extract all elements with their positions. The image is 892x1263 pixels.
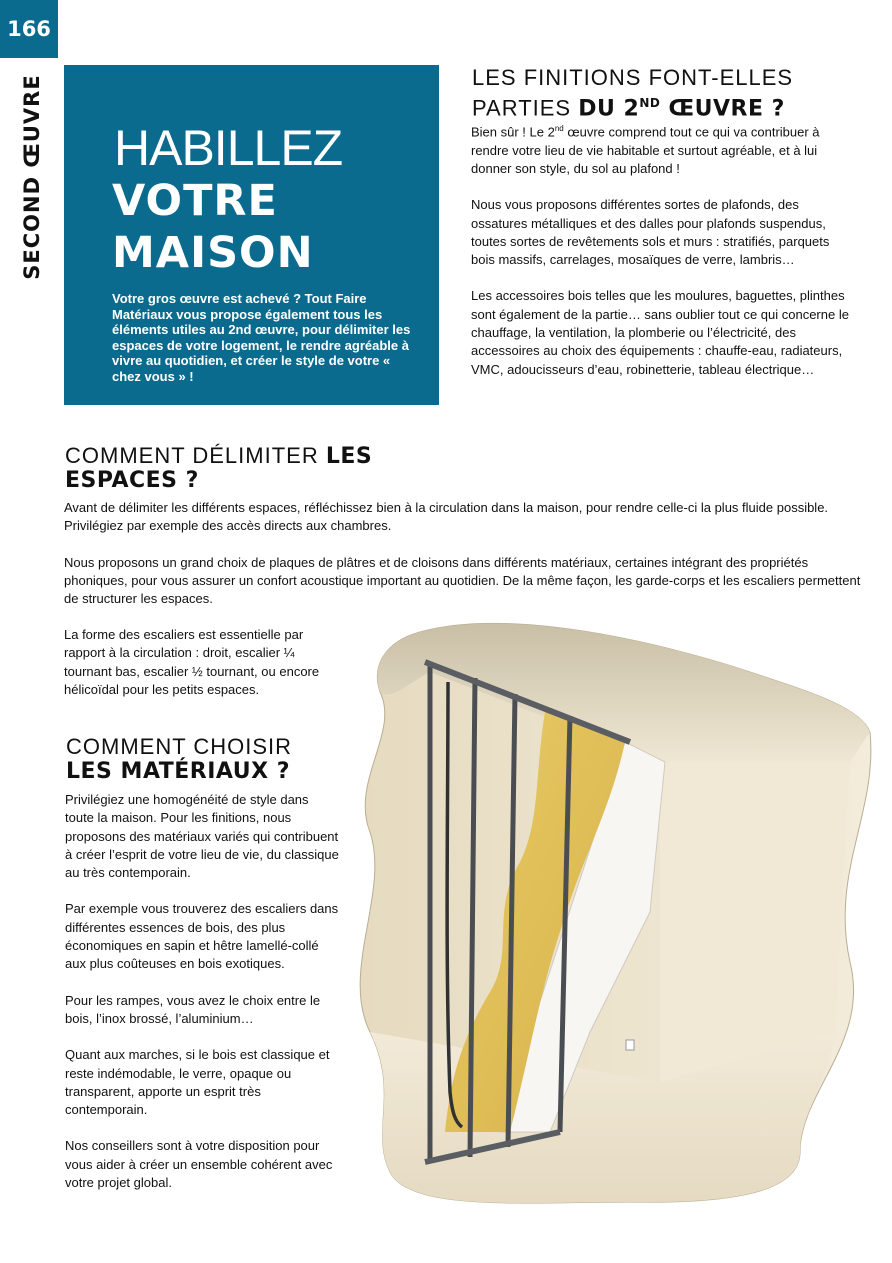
- finitions-heading: [472, 66, 872, 121]
- finitions-heading-line-2: PARTIES: [472, 95, 579, 121]
- back-wall: [660, 762, 850, 1082]
- finitions-heading-line-1: LES FINITIONS FONT-ELLES: [472, 65, 794, 90]
- finitions-paragraph-1: [471, 120, 851, 178]
- electric-outlet: [626, 1040, 634, 1050]
- section-side-label: [14, 72, 50, 282]
- materiaux-paragraph-2: Par exemple vous trouverez des escaliers dans différentes essences de bois, des plus économiques en sapin et hêtre lamellé-collé aux plus coûteuses en bois exotiques.: [65, 901, 339, 972]
- hero-box: [64, 65, 439, 405]
- page-number: 166: [0, 0, 58, 58]
- materiaux-paragraph-3: Pour les rampes, vous avez le choix entre le bois, l’inox brossé, l’aluminium…: [65, 992, 321, 1026]
- hero-intro: Votre gros œuvre est achevé ? Tout Faire Matériaux vous propose également tous les éléments utiles au 2nd œuvre, pour délimiter les espaces de votre logement, le rendre agréable à vivre au quotidien, et créer le style de votre « chez vous » !: [112, 291, 411, 384]
- materiaux-body: [65, 791, 340, 1210]
- espaces-paragraph-2: Nous proposons un grand choix de plaques de plâtres et de cloisons dans différents matériaux, certaines intégrant des propriétés phoniques, pour vous assurer un confort acoustique important au quotidien. De la même façon, les garde-corps et les escaliers permettent de structurer les espaces.: [64, 554, 861, 607]
- espaces-body: [64, 499, 864, 626]
- hero-title-bold: [112, 175, 314, 279]
- finitions-paragraph-2: Nous vous proposons différentes sortes de plafonds, des ossatures métalliques et des dalles pour plafonds suspendus, toutes sortes de revêtements sols et murs : stratifiés, parquets bois massifs, carrelages, mosaïques de verre, lambris…: [471, 197, 830, 268]
- finitions-heading-bold-pre: DU 2: [578, 96, 640, 122]
- partition-wall-illustration: [330, 612, 882, 1212]
- espaces-heading: [65, 444, 465, 493]
- finitions-body: [471, 120, 851, 397]
- espaces-heading-bold-1: LES: [325, 444, 373, 469]
- finitions-p1-pre: Bien sûr ! Le 2: [471, 124, 555, 140]
- espaces-body-narrow: [64, 626, 339, 717]
- espaces-paragraph-3: La forme des escaliers est essentielle par rapport à la circulation : droit, escalier ¼ tournant bas, escalier ½ tournant, ou encore hélicoïdal pour les petits espaces.: [64, 627, 320, 697]
- espaces-heading-bold-2: ESPACES ?: [65, 468, 199, 493]
- espaces-paragraph-1: Avant de délimiter les différents espaces, réfléchissez bien à la circulation dans la maison, pour rendre celle-ci la plus fluide possible. Privilégiez par exemple des accès directs aux chambres.: [64, 500, 829, 534]
- finitions-p1-post: œuvre comprend tout ce qui va contribuer à rendre votre lieu de vie habitable et surtout agréable, et à lui donner son style, du sol au plafond !: [471, 124, 820, 176]
- espaces-heading-light: COMMENT DÉLIMITER: [65, 443, 326, 468]
- materiaux-paragraph-4: Quant aux marches, si le bois est classique et reste indémodable, le verre, opaque ou transparent, apporte un esprit très contemporain.: [65, 1047, 330, 1118]
- finitions-heading-bold-post: ŒUVRE ?: [660, 96, 785, 122]
- materiaux-heading: [66, 735, 366, 784]
- finitions-heading-sup: ND: [639, 96, 661, 110]
- materiaux-heading-light: COMMENT CHOISIR: [66, 734, 293, 759]
- materiaux-heading-bold: LES MATÉRIAUX ?: [66, 759, 291, 784]
- section-side-label-text: SECOND ŒUVRE: [20, 74, 44, 280]
- materiaux-paragraph-5: Nos conseillers sont à votre disposition pour vous aider à créer un ensemble cohérent avec votre projet global.: [65, 1138, 333, 1191]
- materiaux-paragraph-1: Privilégiez une homogénéité de style dans toute la maison. Pour les finitions, nous proposons des matériaux variés qui contribuent à créer l’esprit de votre lieu de vie, du classique au très contemporain.: [65, 792, 339, 881]
- hero-title-line-1: VOTRE: [112, 176, 278, 226]
- hero-title-light: HABILLEZ: [114, 120, 343, 176]
- finitions-paragraph-3: Les accessoires bois telles que les moulures, baguettes, plinthes sont également de la partie… sans oublier tout ce qui concerne le chauffage, la ventilation, la plomberie ou l’électricité, des accessoires au choix des équipements : chauffe-eau, radiateurs, VMC, adoucisseurs d’eau, robinetterie, tableau électrique…: [471, 288, 849, 377]
- hero-title-line-2: MAISON: [112, 228, 314, 278]
- finitions-p1-sup: nd: [554, 124, 564, 133]
